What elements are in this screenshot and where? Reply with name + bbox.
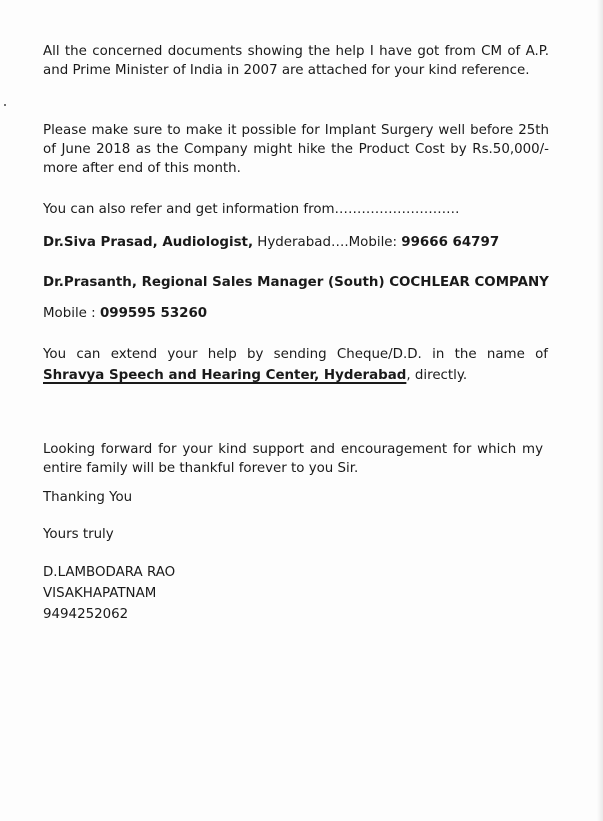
paragraph-surgery-deadline: Please make sure to make it possible for Implant Surgery well before 25th of June 2018 as the Company might hike the Product Cost by Rs.50,000/- more after end of this month. — [43, 123, 549, 176]
contact-audiologist-mobile: 99666 64797 — [401, 235, 500, 250]
payee-suffix: , directly. — [406, 368, 468, 383]
page-edge-shadow — [597, 0, 603, 821]
contact-audiologist — [43, 233, 499, 252]
contact-sales-manager-mobile — [43, 304, 207, 323]
mobile-number: 099595 53260 — [99, 306, 208, 321]
sender-city: VISAKHAPATNAM — [43, 586, 157, 601]
payee-name: Shravya Speech and Hearing Center, Hyderabad — [43, 368, 407, 383]
contact-sales-manager: Dr.Prasanth, Regional Sales Manager (South) COCHLEAR COMPANY — [43, 275, 549, 290]
contact-audiologist-city: Hyderabad….Mobile: — [253, 235, 402, 250]
closing-paragraph: Looking forward for your kind support and encouragement for which my entire family will be thankful forever to you Sir. — [43, 442, 543, 476]
sender-phone: 9494252062 — [43, 607, 129, 622]
cheque-payee-line — [43, 366, 467, 385]
sender-name: D.LAMBODARA RAO — [43, 565, 176, 580]
paragraph-documents: All the concerned documents showing the help I have got from CM of A.P. and Prime Minister of India in 2007 are attached for your kind reference. — [43, 44, 549, 78]
cheque-instruction: You can extend your help by sending Cheque/D.D. in the name of — [43, 347, 548, 362]
sign-off: Yours truly — [43, 527, 114, 542]
thanking-line: Thanking You — [43, 490, 133, 505]
refer-line: You can also refer and get information from………………………. — [43, 202, 460, 217]
scan-speck — [4, 104, 6, 106]
contact-audiologist-name: Dr.Siva Prasad, Audiologist, — [43, 235, 254, 250]
mobile-label: Mobile : — [43, 306, 100, 321]
